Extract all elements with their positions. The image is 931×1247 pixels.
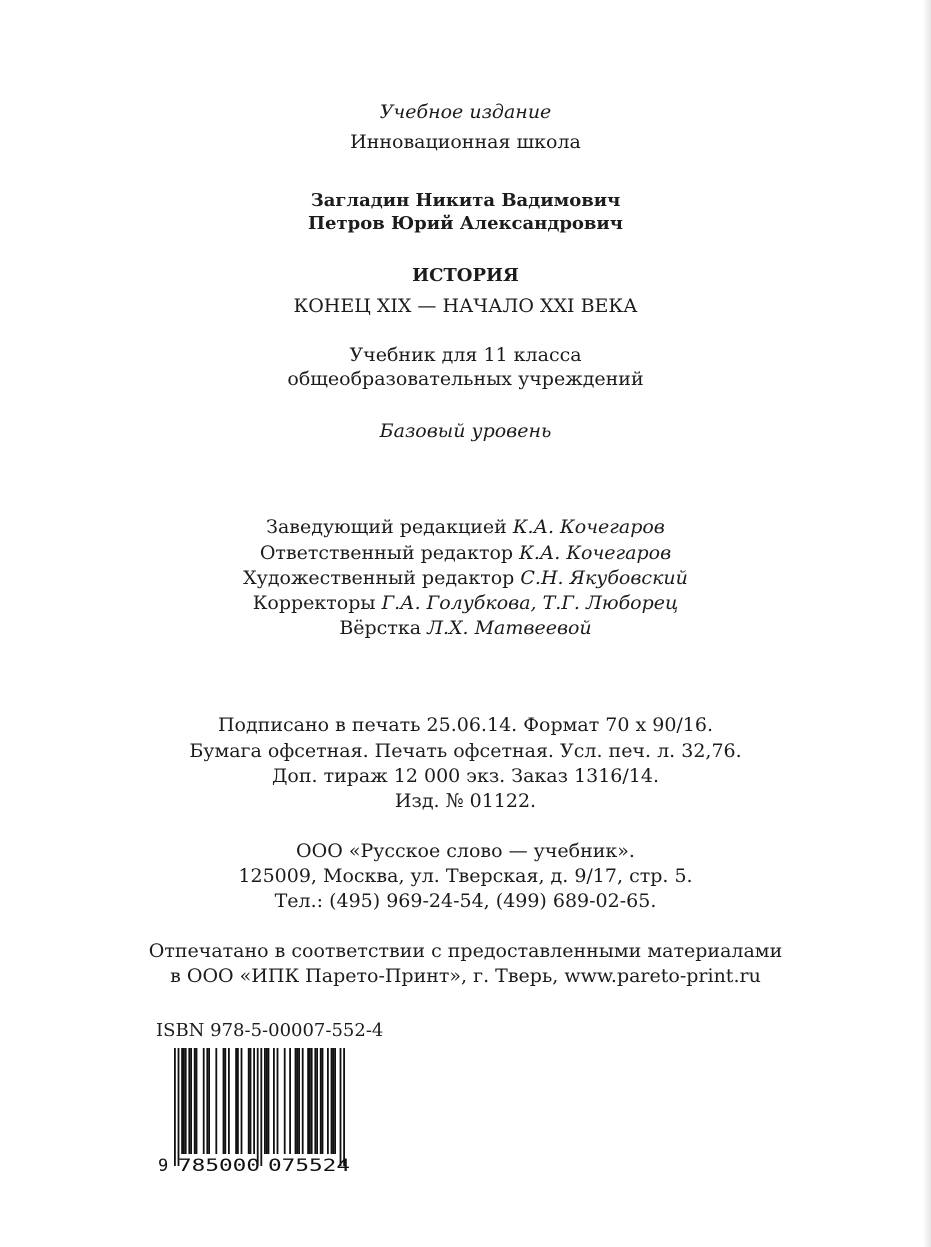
level: Базовый уровень	[379, 420, 552, 442]
barcode-bar	[241, 1048, 243, 1154]
barcode-bar	[250, 1048, 252, 1154]
credit-role: Корректоры	[252, 592, 376, 614]
credit-line	[0, 516, 931, 538]
barcode-bar	[332, 1048, 334, 1154]
barcode-bar	[340, 1048, 342, 1166]
barcode-bar	[248, 1048, 250, 1154]
barcode-digit-first: 9	[158, 1156, 169, 1176]
barcode-bar	[235, 1048, 237, 1154]
audience-line-2: общеобразовательных учреждений	[287, 368, 644, 390]
barcode-bar	[260, 1048, 262, 1166]
credit-names: Г.А. Голубкова, Т.Г. Люборец	[381, 592, 679, 614]
barcode-bar	[257, 1048, 259, 1166]
barcode-bar	[277, 1048, 279, 1154]
barcode-bar	[181, 1048, 183, 1154]
credit-names: С.Н. Якубовский	[520, 567, 688, 589]
credit-role: Вёрстка	[339, 617, 422, 639]
barcode-bar	[327, 1048, 329, 1154]
credit-names: Л.Х. Матвеевой	[427, 617, 592, 639]
barcode-bar	[268, 1048, 270, 1154]
series-name: Инновационная школа	[350, 131, 581, 153]
barcode-bar	[334, 1048, 336, 1154]
publisher-line: 125009, Москва, ул. Тверская, д. 9/17, стр. 5.	[238, 865, 693, 887]
credit-role: Ответственный редактор	[259, 542, 514, 564]
barcode-bar	[208, 1048, 210, 1154]
barcode-bar	[298, 1048, 300, 1154]
barcode-bar	[223, 1048, 225, 1154]
barcode-image	[156, 1046, 356, 1176]
edition-type: Учебное издание	[379, 101, 552, 123]
barcode-bar	[343, 1048, 345, 1166]
barcode-bar	[178, 1048, 180, 1166]
barcode-bar	[215, 1048, 217, 1154]
barcode-bar	[203, 1048, 205, 1154]
barcode-bar	[228, 1048, 230, 1154]
barcode-bar	[311, 1048, 313, 1154]
barcode-bar	[296, 1048, 298, 1154]
barcode-bar	[253, 1048, 255, 1154]
barcode-digits-left: 785000	[178, 1156, 260, 1176]
credit-names: К.А. Кочегаров	[519, 542, 672, 564]
credit-line	[0, 567, 931, 589]
barcode-bar	[307, 1048, 309, 1154]
barcode-bar	[196, 1048, 198, 1154]
barcode-bar	[224, 1048, 226, 1154]
barcode-bar	[295, 1048, 297, 1154]
book-title: ИСТОРИЯ	[412, 265, 519, 286]
isbn-label: ISBN 978-5-00007-552-4	[156, 1020, 384, 1041]
barcode-bar	[273, 1048, 275, 1154]
print-info-line: Изд. № 01122.	[394, 790, 537, 812]
barcode-bar	[314, 1048, 316, 1154]
printer-line: в ООО «ИПК Парето-Принт», г. Тверь, www.pareto-print.ru	[170, 965, 761, 987]
audience-line-1: Учебник для 11 класса	[349, 344, 582, 366]
print-info-line: Подписано в печать 25.06.14. Формат 70 х 90/16.	[217, 714, 714, 736]
barcode-bar	[188, 1048, 190, 1154]
author-1: Загладин Никита Вадимович	[310, 190, 621, 211]
barcode-bar	[289, 1048, 291, 1154]
barcode-bar	[302, 1048, 304, 1154]
credit-line	[0, 617, 931, 639]
credit-role: Заведующий редакцией	[266, 516, 507, 538]
barcode-bar	[194, 1048, 196, 1154]
barcode-bar	[284, 1048, 286, 1154]
print-info-line: Бумага офсетная. Печать офсетная. Усл. печ. л. 32,76.	[189, 740, 742, 762]
barcode-bar	[206, 1048, 208, 1154]
barcode-bar	[185, 1048, 187, 1154]
barcode-bar	[237, 1048, 239, 1154]
barcode-bar	[266, 1048, 268, 1154]
barcode-bar	[316, 1048, 318, 1154]
printer-line: Отпечатано в соответствии с предоставленными материалами	[148, 940, 783, 962]
barcode-bar	[183, 1048, 185, 1154]
barcode-bar	[320, 1048, 322, 1154]
author-2: Петров Юрий Александрович	[308, 213, 623, 234]
barcode-bar	[322, 1048, 324, 1154]
barcode-bar	[174, 1048, 176, 1166]
credit-line	[0, 592, 931, 614]
credit-role: Художественный редактор	[243, 567, 515, 589]
publisher-line: ООО «Русское слово — учебник».	[296, 840, 635, 862]
barcode-digits-right: 075524	[268, 1156, 350, 1176]
print-info-line: Доп. тираж 12 000 экз. Заказ 1316/14.	[271, 765, 660, 787]
credit-names: К.А. Кочегаров	[512, 516, 665, 538]
barcode-bar	[331, 1048, 333, 1154]
barcode-bar	[264, 1048, 266, 1154]
publisher-line: Тел.: (495) 969-24-54, (499) 689-02-65.	[274, 890, 657, 912]
barcode-bar	[309, 1048, 311, 1154]
book-subtitle: КОНЕЦ XIX — НАЧАЛО XXI ВЕКА	[293, 295, 638, 317]
barcode-bar	[190, 1048, 192, 1154]
credit-line	[0, 542, 931, 564]
